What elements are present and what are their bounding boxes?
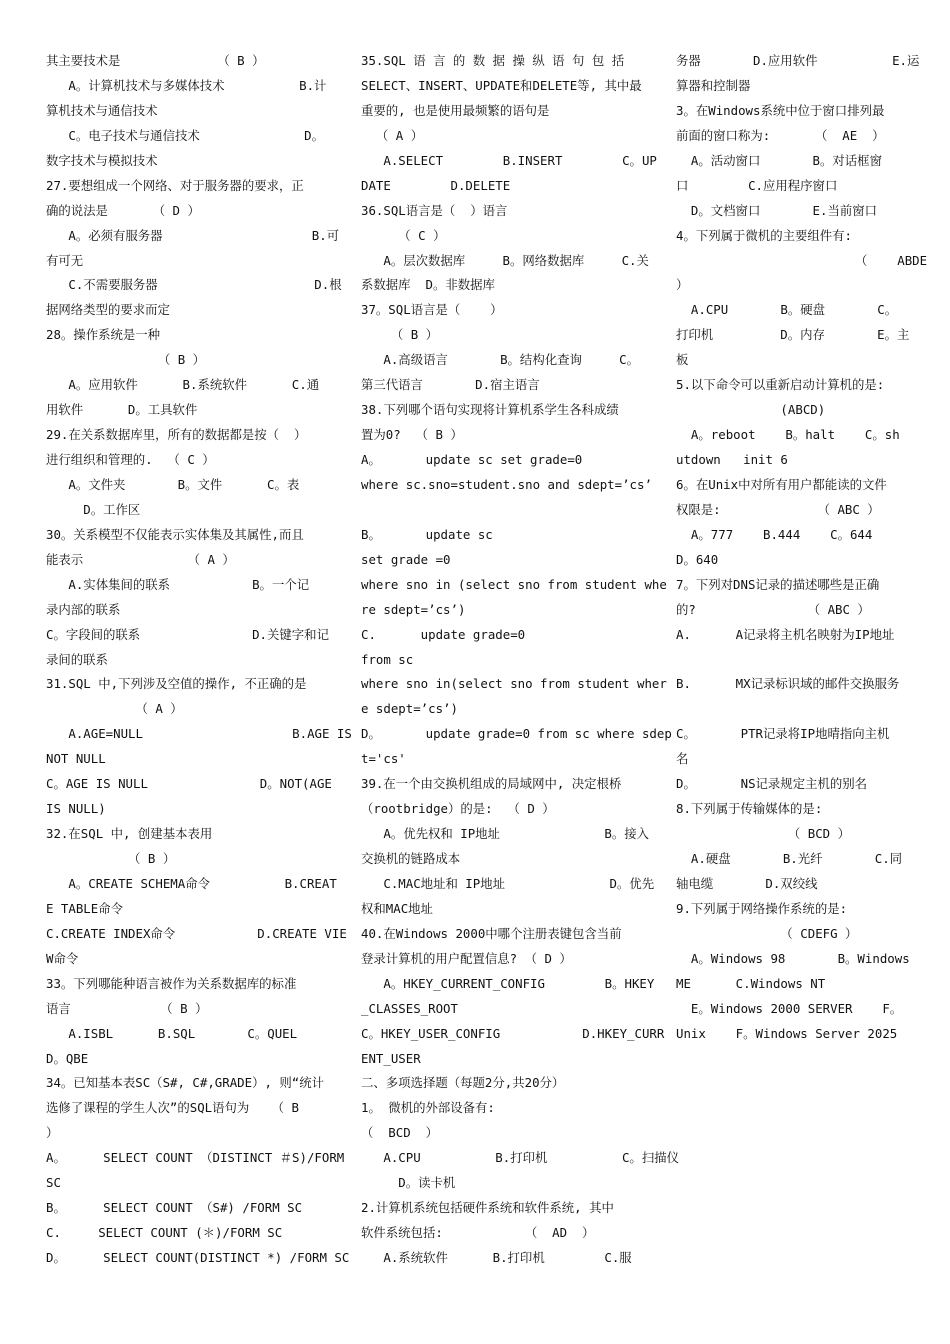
text-line: A.AGE=NULL B.AGE IS	[46, 726, 352, 742]
text-line: A。HKEY_CURRENT_CONFIG B。HKEY	[361, 975, 655, 991]
text-line: where sc.sno=student.sno and sdept=’cs’	[361, 476, 652, 492]
text-line: 数字技术与模拟技术	[46, 152, 158, 168]
text-line: NOT NULL	[46, 751, 106, 767]
text-line: SC	[46, 1175, 61, 1191]
column-left	[46, 49, 352, 1271]
text-line: 第三代语言 D.宿主语言	[361, 377, 540, 393]
text-line: A。优先权和 IP地址 B。接入	[361, 826, 650, 842]
text-line: A。活动窗口 B。对话框窗	[676, 152, 882, 168]
text-line: 39.在一个由交换机组成的局域网中, 决定根桥	[361, 776, 622, 792]
text-line: 登录计算机的用户配置信息? （ D ）	[361, 950, 572, 966]
text-line: （ C ）	[361, 227, 446, 243]
text-line: （ B ）	[46, 851, 176, 866]
text-line: 算器和控制器	[676, 77, 751, 93]
text-line: 32.在SQL 中, 创建基本表用	[46, 826, 213, 842]
text-line: A。应用软件 B.系统软件 C.通	[46, 377, 320, 393]
text-line: A。层次数据库 B。网络数据库 C.关	[361, 252, 649, 268]
text-line: re sdept=’cs’)	[361, 601, 466, 617]
text-line: 3。在Windows系统中位于窗口排列最	[676, 102, 885, 118]
text-line: （ CDEFG ）	[676, 925, 858, 941]
column-right	[676, 49, 928, 1047]
text-line: 5.以下命令可以重新启动计算机的是:	[676, 377, 885, 393]
text-line: 27.要想组成一个网络、对于服务器的要求，正	[46, 177, 304, 193]
text-line: 名	[676, 751, 689, 767]
text-line: （ B ）	[46, 352, 206, 368]
text-line: D。工作区	[46, 501, 141, 517]
text-line: （ A ）	[46, 701, 183, 717]
text-line: 33。下列哪能种语言被作为关系数据库的标准	[46, 975, 297, 991]
text-line: （ A ）	[361, 127, 424, 143]
text-line: A. A记录将主机名映射为IP地址	[676, 626, 895, 642]
text-line: 二、多项选择题（每题2分,共20分）	[361, 1075, 565, 1091]
text-line: A。计算机技术与多媒体技术 B.计	[46, 77, 327, 93]
text-line: 28。操作系统是一种	[46, 327, 161, 343]
text-line: A。777 B.444 C。644	[676, 526, 873, 542]
text-line: D。640	[676, 551, 719, 567]
text-line: （ B ）	[361, 327, 438, 343]
text-line: 板	[676, 352, 689, 368]
text-line: 7。下列对DNS记录的描述哪些是正确	[676, 576, 880, 592]
text-line: Unix F。Windows Server 2025	[676, 1025, 898, 1041]
text-line: C.CREATE INDEX命令 D.CREATE VIE	[46, 925, 347, 941]
text-line: 38.下列哪个语句实现将计算机系学生各科成绩	[361, 402, 619, 418]
text-line: （ ABDE	[676, 252, 928, 268]
text-line: 轴电缆 D.双绞线	[676, 875, 818, 891]
text-line: C。AGE IS NULL D。NOT(AGE	[46, 776, 332, 792]
text-line: 重要的, 也是使用最频繁的语句是	[361, 102, 550, 118]
text-line: 前面的窗口称为: （ AE ）	[676, 127, 885, 143]
text-line: utdown init 6	[676, 452, 788, 467]
text-line: A.系统软件 B.打印机 C.服	[361, 1250, 632, 1265]
text-line: DATE D.DELETE	[361, 177, 511, 193]
text-line: D。 SELECT COUNT(DISTINCT *) /FORM SC	[46, 1250, 350, 1265]
text-line: 2.计算机系统包括硬件系统和软件系统, 其中	[361, 1200, 614, 1216]
text-line: （rootbridge）的是: （ D ）	[361, 801, 555, 817]
text-line: D。 NS记录规定主机的别名	[676, 776, 868, 792]
text-line: A.SELECT B.INSERT C。UP	[361, 152, 657, 168]
text-line: ME C.Windows NT	[676, 975, 826, 991]
text-line: 选修了课程的学生人次”的SQL语句为 （ B	[46, 1100, 299, 1116]
text-line: C。字段间的联系 D.关键字和记	[46, 626, 329, 642]
text-line: 9.下列属于网络操作系统的是:	[676, 900, 848, 916]
text-line: (ABCD)	[676, 402, 826, 418]
text-line: A.CPU B.打印机 C。扫描仪	[361, 1150, 679, 1166]
text-line: 35.SQL 语 言 的 数 据 操 纵 语 句 包 括	[361, 53, 625, 68]
text-line: 30。关系模型不仅能表示实体集及其属性,而且	[46, 526, 304, 542]
text-line: C. SELECT COUNT (＊)/FORM SC	[46, 1225, 283, 1241]
text-line: A。CREATE SCHEMA命令 B.CREAT	[46, 875, 337, 891]
text-line: set grade =0	[361, 551, 451, 567]
text-line: 进行组织和管理的. （ C ）	[46, 452, 215, 467]
text-line: 31.SQL 中,下列涉及空值的操作, 不正确的是	[46, 676, 307, 692]
text-line: ）	[676, 277, 689, 293]
text-line: 其主要技术是 （ B ）	[46, 53, 265, 68]
text-line: W命令	[46, 950, 79, 966]
text-line: 软件系统包括: （ AD ）	[361, 1225, 595, 1241]
text-line: D。读卡机	[361, 1175, 456, 1191]
text-line: C. update grade=0	[361, 626, 526, 642]
text-line: 1。 微机的外部设备有:	[361, 1100, 495, 1116]
text-line: D。 update grade=0 from sc where sdep	[361, 726, 672, 742]
text-line: 权限是: （ ABC ）	[676, 501, 880, 517]
text-line: E TABLE命令	[46, 900, 123, 916]
text-line: A。必须有服务器 B.可	[46, 227, 340, 243]
text-line: A。reboot B。halt C。sh	[676, 427, 900, 443]
text-line: （ BCD ）	[676, 826, 850, 842]
text-line: C。 PTR记录将IP地晴指向主机	[676, 726, 890, 742]
text-line: 务器 D.应用软件 E.运	[676, 53, 920, 68]
text-line: 40.在Windows 2000中哪个注册表键包含当前	[361, 925, 622, 941]
text-line: C。电子技术与通信技术 D。	[46, 127, 325, 143]
text-line: E。Windows 2000 SERVER F。	[676, 1000, 903, 1016]
text-line: SELECT、INSERT、UPDATE和DELETE等, 其中最	[361, 77, 642, 93]
text-line: 37。SQL语言是（ ）	[361, 302, 503, 318]
text-line: e sdept=’cs’)	[361, 701, 458, 717]
text-line: C.MAC地址和 IP地址 D。优先	[361, 875, 655, 891]
text-line: 6。在Unix中对所有用户都能读的文件	[676, 476, 887, 492]
text-line: 口 C.应用程序窗口	[676, 177, 838, 193]
text-line: from sc	[361, 651, 414, 667]
text-line: C。HKEY_USER_CONFIG D.HKEY_CURR	[361, 1025, 665, 1041]
text-line: A。文件夹 B。文件 C。表	[46, 476, 300, 492]
text-line: where sno in (select sno from student whe	[361, 576, 667, 592]
text-line: 录内部的联系	[46, 601, 121, 617]
text-line: A.硬盘 B.光纤 C.同	[676, 851, 903, 866]
text-line: A。 SELECT COUNT （DISTINCT ＃S)/FORM	[46, 1150, 345, 1166]
text-line: 权和MAC地址	[361, 900, 433, 916]
text-line: 有可无	[46, 252, 84, 268]
text-line	[361, 498, 643, 523]
text-line: 据网络类型的要求而定	[46, 302, 170, 318]
text-line: （ BCD ）	[361, 1125, 438, 1141]
text-line: B. MX记录标识域的邮件交换服务	[676, 676, 900, 692]
text-line: A。 update sc set grade=0	[361, 452, 583, 467]
text-line: 4。下列属于微机的主要组件有:	[676, 227, 852, 243]
column-middle	[361, 49, 679, 1271]
text-line	[676, 697, 908, 722]
text-line: C.不需要服务器 D.根	[46, 277, 342, 293]
text-line: ）	[46, 1125, 59, 1141]
text-line: A.CPU B。硬盘 C。	[676, 302, 898, 318]
text-line: ENT_USER	[361, 1050, 421, 1066]
text-line: 系数据库 D。非数据库	[361, 277, 495, 293]
text-line: 用软件 D。工具软件	[46, 402, 198, 418]
text-line: A.实体集间的联系 B。一个记	[46, 576, 310, 592]
text-line: where sno in(select sno from student wher	[361, 676, 667, 692]
text-line: A。Windows 98 B。Windows	[676, 950, 910, 966]
text-line: B。 SELECT COUNT （S#) /FORM SC	[46, 1200, 303, 1216]
text-line: 36.SQL语言是（ ）语言	[361, 202, 508, 218]
text-line: A.高级语言 B。结构化查询 C。	[361, 352, 640, 368]
text-line: 能表示 （ A ）	[46, 551, 235, 567]
text-line: B。 update sc	[361, 526, 493, 542]
text-line: D。文档窗口 E.当前窗口	[676, 202, 878, 218]
text-line: 34。已知基本表SC（S#, C#,GRADE）, 则“统计	[46, 1075, 325, 1091]
text-line	[676, 648, 908, 673]
text-line: 8.下列属于传输媒体的是:	[676, 801, 823, 817]
text-line: t='cs'	[361, 751, 406, 767]
text-line: 交换机的链路成本	[361, 851, 461, 866]
text-line: 算机技术与通信技术	[46, 102, 158, 118]
text-line: 的? （ ABC ）	[676, 601, 870, 617]
text-line: _CLASSES_ROOT	[361, 1000, 458, 1016]
text-line: 置为0? （ B ）	[361, 427, 463, 443]
text-line: 录间的联系	[46, 651, 108, 667]
text-line: A.ISBL B.SQL C。QUEL	[46, 1025, 298, 1041]
text-line: 29.在关系数据库里，所有的数据都是按（ ）	[46, 427, 307, 443]
text-line: IS NULL)	[46, 801, 106, 817]
text-line: 确的说法是 （ D ）	[46, 202, 200, 218]
text-line: 语言 （ B ）	[46, 1000, 208, 1016]
text-line: 打印机 D。内存 E。主	[676, 327, 910, 343]
text-line: D。QBE	[46, 1050, 89, 1066]
